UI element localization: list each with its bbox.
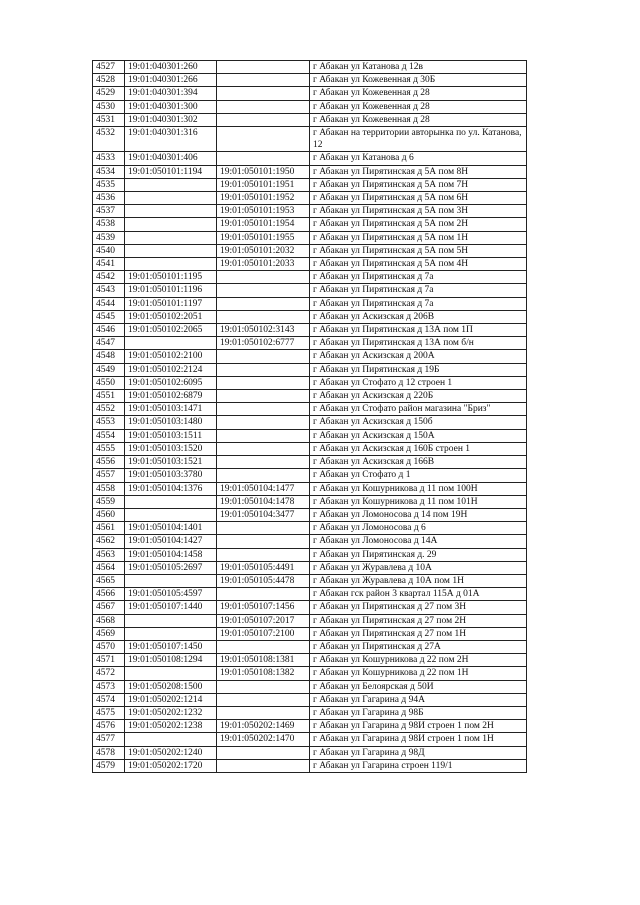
row-number-cell: 4547 — [93, 337, 125, 350]
table-row — [93, 376, 527, 389]
address-cell: г Абакан ул Пирятинская д 5А пом 4Н — [310, 258, 527, 271]
table-row — [93, 561, 527, 574]
row-number-cell: 4562 — [93, 535, 125, 548]
row-number-cell: 4550 — [93, 376, 125, 389]
row-number-cell: 4569 — [93, 627, 125, 640]
table-row — [93, 271, 527, 284]
row-number-cell: 4528 — [93, 74, 125, 87]
sub-cadastral-number-cell — [217, 152, 310, 165]
table-row — [93, 508, 527, 521]
sub-cadastral-number-cell — [217, 693, 310, 706]
table-row — [93, 284, 527, 297]
table-row — [93, 456, 527, 469]
cadastral-number-cell: 19:01:040301:300 — [125, 100, 217, 113]
sub-cadastral-number-cell: 19:01:050101:1952 — [217, 192, 310, 205]
row-number-cell: 4551 — [93, 390, 125, 403]
row-number-cell: 4573 — [93, 680, 125, 693]
address-cell: г Абакан ул Гагарина д 98И строен 1 пом 2Н — [310, 720, 527, 733]
table-row — [93, 429, 527, 442]
sub-cadastral-number-cell — [217, 376, 310, 389]
sub-cadastral-number-cell: 19:01:050202:1469 — [217, 720, 310, 733]
row-number-cell: 4578 — [93, 746, 125, 759]
address-cell: г Абакан ул Кожевенная д 28 — [310, 87, 527, 100]
row-number-cell: 4561 — [93, 522, 125, 535]
row-number-cell: 4574 — [93, 693, 125, 706]
cadastral-number-cell — [125, 231, 217, 244]
table-row — [93, 706, 527, 719]
address-cell: г Абакан ул Пирятинская д 27А — [310, 640, 527, 653]
address-cell: г Абакан ул Пирятинская д 27 пом 2Н — [310, 614, 527, 627]
sub-cadastral-number-cell — [217, 535, 310, 548]
sub-cadastral-number-cell: 19:01:050107:1456 — [217, 601, 310, 614]
row-number-cell: 4571 — [93, 654, 125, 667]
sub-cadastral-number-cell: 19:01:050105:4478 — [217, 574, 310, 587]
table-row — [93, 733, 527, 746]
address-cell: г Абакан ул Кошурникова д 22 пом 1Н — [310, 667, 527, 680]
sub-cadastral-number-cell — [217, 640, 310, 653]
table-row — [93, 297, 527, 310]
sub-cadastral-number-cell — [217, 74, 310, 87]
sub-cadastral-number-cell: 19:01:050202:1470 — [217, 733, 310, 746]
row-number-cell: 4546 — [93, 324, 125, 337]
table-row — [93, 416, 527, 429]
table-row — [93, 258, 527, 271]
address-cell: г Абакан ул Пирятинская д 13А пом б/н — [310, 337, 527, 350]
sub-cadastral-number-cell: 19:01:050108:1382 — [217, 667, 310, 680]
address-cell: г Абакан ул Кошурникова д 11 пом 100Н — [310, 482, 527, 495]
cadastral-number-cell: 19:01:050107:1440 — [125, 601, 217, 614]
cadastral-number-cell: 19:01:050202:1214 — [125, 693, 217, 706]
sub-cadastral-number-cell: 19:01:050101:2033 — [217, 258, 310, 271]
sub-cadastral-number-cell — [217, 548, 310, 561]
sub-cadastral-number-cell: 19:01:050101:1954 — [217, 218, 310, 231]
cadastral-number-cell: 19:01:050101:1196 — [125, 284, 217, 297]
cadastral-number-cell: 19:01:050105:2697 — [125, 561, 217, 574]
address-cell: г Абакан ул Пирятинская д 5А пом 2Н — [310, 218, 527, 231]
sub-cadastral-number-cell — [217, 456, 310, 469]
table-row — [93, 614, 527, 627]
cadastral-number-cell: 19:01:050202:1720 — [125, 759, 217, 772]
cadastral-number-cell: 19:01:050105:4597 — [125, 588, 217, 601]
cadastral-number-cell — [125, 258, 217, 271]
row-number-cell: 4543 — [93, 284, 125, 297]
cadastral-number-cell — [125, 495, 217, 508]
table-row — [93, 390, 527, 403]
sub-cadastral-number-cell — [217, 87, 310, 100]
sub-cadastral-number-cell: 19:01:050102:3143 — [217, 324, 310, 337]
sub-cadastral-number-cell — [217, 416, 310, 429]
table-row — [93, 535, 527, 548]
row-number-cell: 4579 — [93, 759, 125, 772]
table-row — [93, 87, 527, 100]
row-number-cell: 4545 — [93, 310, 125, 323]
address-cell: г Абакан ул Кожевенная д 28 — [310, 113, 527, 126]
row-number-cell: 4530 — [93, 100, 125, 113]
address-cell: г Абакан ул Ломоносова д 14 пом 19Н — [310, 508, 527, 521]
row-number-cell: 4532 — [93, 127, 125, 152]
address-cell: г Абакан ул Кошурникова д 22 пом 2Н — [310, 654, 527, 667]
address-cell: г Абакан ул Гагарина д 98И строен 1 пом 1Н — [310, 733, 527, 746]
address-cell: г Абакан ул Катанова д 12в — [310, 61, 527, 74]
table-row — [93, 746, 527, 759]
table-row — [93, 548, 527, 561]
sub-cadastral-number-cell — [217, 442, 310, 455]
sub-cadastral-number-cell: 19:01:050101:1955 — [217, 231, 310, 244]
sub-cadastral-number-cell — [217, 403, 310, 416]
table-row — [93, 601, 527, 614]
table-row — [93, 350, 527, 363]
row-number-cell: 4527 — [93, 61, 125, 74]
table-row — [93, 127, 527, 152]
table-row — [93, 165, 527, 178]
cadastral-number-cell: 19:01:050102:2051 — [125, 310, 217, 323]
cadastral-number-cell: 19:01:050102:2065 — [125, 324, 217, 337]
table-row — [93, 759, 527, 772]
cadastral-number-cell — [125, 205, 217, 218]
row-number-cell: 4537 — [93, 205, 125, 218]
row-number-cell: 4552 — [93, 403, 125, 416]
table-row — [93, 588, 527, 601]
cadastral-number-cell: 19:01:050102:2100 — [125, 350, 217, 363]
address-cell: г Абакан ул Ломоносова д 14А — [310, 535, 527, 548]
cadastral-number-cell: 19:01:050104:1458 — [125, 548, 217, 561]
address-cell: г Абакан ул Белоярская д 50И — [310, 680, 527, 693]
address-cell: г Абакан ул Гагарина д 98Д — [310, 746, 527, 759]
table-row — [93, 61, 527, 74]
address-cell: г Абакан ул Кожевенная д 30Б — [310, 74, 527, 87]
address-cell: г Абакан ул Гагарина д 94А — [310, 693, 527, 706]
row-number-cell: 4548 — [93, 350, 125, 363]
row-number-cell: 4563 — [93, 548, 125, 561]
table-row — [93, 667, 527, 680]
cadastral-number-cell — [125, 244, 217, 257]
row-number-cell: 4567 — [93, 601, 125, 614]
row-number-cell: 4534 — [93, 165, 125, 178]
cadastral-number-cell: 19:01:050103:1520 — [125, 442, 217, 455]
row-number-cell: 4544 — [93, 297, 125, 310]
sub-cadastral-number-cell: 19:01:050107:2017 — [217, 614, 310, 627]
sub-cadastral-number-cell — [217, 363, 310, 376]
sub-cadastral-number-cell: 19:01:050101:1950 — [217, 165, 310, 178]
table-row — [93, 693, 527, 706]
address-cell: г Абакан ул Аскизская д 160Б строен 1 — [310, 442, 527, 455]
table-row — [93, 205, 527, 218]
row-number-cell: 4577 — [93, 733, 125, 746]
sub-cadastral-number-cell — [217, 469, 310, 482]
cadastral-number-cell: 19:01:050101:1197 — [125, 297, 217, 310]
cadastral-number-cell: 19:01:050103:1471 — [125, 403, 217, 416]
address-cell: г Абакан ул Кошурникова д 11 пом 101Н — [310, 495, 527, 508]
cadastral-number-cell: 19:01:050208:1500 — [125, 680, 217, 693]
cadastral-number-cell: 19:01:050101:1194 — [125, 165, 217, 178]
row-number-cell: 4556 — [93, 456, 125, 469]
table-row — [93, 152, 527, 165]
row-number-cell: 4560 — [93, 508, 125, 521]
sub-cadastral-number-cell — [217, 350, 310, 363]
row-number-cell: 4576 — [93, 720, 125, 733]
sub-cadastral-number-cell — [217, 127, 310, 152]
sub-cadastral-number-cell — [217, 522, 310, 535]
sub-cadastral-number-cell: 19:01:050105:4491 — [217, 561, 310, 574]
address-cell: г Абакан ул Пирятинская д 5А пом 7Н — [310, 178, 527, 191]
sub-cadastral-number-cell: 19:01:050108:1381 — [217, 654, 310, 667]
cadastral-number-cell: 19:01:050102:6879 — [125, 390, 217, 403]
cadastral-number-cell: 19:01:050104:1376 — [125, 482, 217, 495]
address-cell: г Абакан ул Пирятинская д. 29 — [310, 548, 527, 561]
table-row — [93, 324, 527, 337]
address-cell: г Абакан ул Пирятинская д 5А пом 6Н — [310, 192, 527, 205]
table-row — [93, 403, 527, 416]
row-number-cell: 4566 — [93, 588, 125, 601]
row-number-cell: 4529 — [93, 87, 125, 100]
cadastral-number-cell: 19:01:050102:2124 — [125, 363, 217, 376]
address-cell: г Абакан ул Пирятинская д 5А пом 3Н — [310, 205, 527, 218]
cadastral-number-cell — [125, 337, 217, 350]
address-cell: г Абакан ул Пирятинская д 19Б — [310, 363, 527, 376]
table-row — [93, 231, 527, 244]
table-row — [93, 100, 527, 113]
cadastral-number-cell: 19:01:050104:1401 — [125, 522, 217, 535]
sub-cadastral-number-cell: 19:01:050104:3477 — [217, 508, 310, 521]
address-cell: г Абакан ул Пирятинская д 7а — [310, 284, 527, 297]
table-row — [93, 654, 527, 667]
row-number-cell: 4542 — [93, 271, 125, 284]
row-number-cell: 4568 — [93, 614, 125, 627]
address-cell: г Абакан гск район 3 квартал 115А д 01А — [310, 588, 527, 601]
row-number-cell: 4564 — [93, 561, 125, 574]
table-row — [93, 337, 527, 350]
sub-cadastral-number-cell: 19:01:050101:1951 — [217, 178, 310, 191]
address-cell: г Абакан ул Аскизская д 150б — [310, 416, 527, 429]
cadastral-number-cell: 19:01:050202:1232 — [125, 706, 217, 719]
table-row — [93, 482, 527, 495]
address-cell: г Абакан на территории авторынка по ул. Катанова, 12 — [310, 127, 527, 152]
address-cell: г Абакан ул Стофато район магазина "Бриз" — [310, 403, 527, 416]
sub-cadastral-number-cell — [217, 271, 310, 284]
row-number-cell: 4559 — [93, 495, 125, 508]
cadastral-number-cell: 19:01:050103:3780 — [125, 469, 217, 482]
table-row — [93, 310, 527, 323]
table-row — [93, 192, 527, 205]
row-number-cell: 4555 — [93, 442, 125, 455]
address-cell: г Абакан ул Пирятинская д 7а — [310, 297, 527, 310]
row-number-cell: 4536 — [93, 192, 125, 205]
table-row — [93, 178, 527, 191]
cadastral-number-cell: 19:01:040301:316 — [125, 127, 217, 152]
address-cell: г Абакан ул Аскизская д 166В — [310, 456, 527, 469]
address-cell: г Абакан ул Пирятинская д 13А пом 1П — [310, 324, 527, 337]
address-cell: г Абакан ул Пирятинская д 27 пом 3Н — [310, 601, 527, 614]
row-number-cell: 4539 — [93, 231, 125, 244]
sub-cadastral-number-cell — [217, 390, 310, 403]
cadastral-number-cell — [125, 178, 217, 191]
cadastral-number-cell: 19:01:050107:1450 — [125, 640, 217, 653]
table-row — [93, 495, 527, 508]
document-page — [92, 60, 527, 773]
table-row — [93, 640, 527, 653]
address-cell: г Абакан ул Журавлева д 10А — [310, 561, 527, 574]
cadastral-number-cell: 19:01:050103:1511 — [125, 429, 217, 442]
cadastral-table-body — [93, 61, 527, 773]
address-cell: г Абакан ул Аскизская д 200А — [310, 350, 527, 363]
row-number-cell: 4557 — [93, 469, 125, 482]
address-cell: г Абакан ул Кожевенная д 28 — [310, 100, 527, 113]
cadastral-number-cell — [125, 508, 217, 521]
row-number-cell: 4570 — [93, 640, 125, 653]
address-cell: г Абакан ул Аскизская д 206В — [310, 310, 527, 323]
cadastral-number-cell: 19:01:050102:6095 — [125, 376, 217, 389]
row-number-cell: 4558 — [93, 482, 125, 495]
sub-cadastral-number-cell — [217, 310, 310, 323]
cadastral-number-cell: 19:01:050103:1521 — [125, 456, 217, 469]
sub-cadastral-number-cell — [217, 113, 310, 126]
cadastral-number-cell: 19:01:050101:1195 — [125, 271, 217, 284]
row-number-cell: 4538 — [93, 218, 125, 231]
row-number-cell: 4533 — [93, 152, 125, 165]
address-cell: г Абакан ул Ломоносова д 6 — [310, 522, 527, 535]
table-row — [93, 720, 527, 733]
table-row — [93, 469, 527, 482]
cadastral-number-cell: 19:01:040301:406 — [125, 152, 217, 165]
cadastral-number-cell: 19:01:040301:266 — [125, 74, 217, 87]
sub-cadastral-number-cell: 19:01:050107:2100 — [217, 627, 310, 640]
cadastral-number-cell — [125, 192, 217, 205]
cadastral-number-cell: 19:01:040301:302 — [125, 113, 217, 126]
sub-cadastral-number-cell — [217, 759, 310, 772]
cadastral-number-cell: 19:01:050104:1427 — [125, 535, 217, 548]
address-cell: г Абакан ул Журавлева д 10А пом 1Н — [310, 574, 527, 587]
address-cell: г Абакан ул Пирятинская д 27 пом 1Н — [310, 627, 527, 640]
address-cell: г Абакан ул Стофато д 1 — [310, 469, 527, 482]
table-row — [93, 74, 527, 87]
table-row — [93, 627, 527, 640]
address-cell: г Абакан ул Пирятинская д 7а — [310, 271, 527, 284]
sub-cadastral-number-cell — [217, 706, 310, 719]
table-row — [93, 680, 527, 693]
row-number-cell: 4572 — [93, 667, 125, 680]
cadastral-number-cell — [125, 614, 217, 627]
sub-cadastral-number-cell — [217, 429, 310, 442]
address-cell: г Абакан ул Пирятинская д 5А пом 1Н — [310, 231, 527, 244]
table-row — [93, 244, 527, 257]
cadastral-table — [92, 60, 527, 773]
sub-cadastral-number-cell — [217, 297, 310, 310]
table-row — [93, 218, 527, 231]
cadastral-number-cell — [125, 218, 217, 231]
cadastral-number-cell — [125, 627, 217, 640]
sub-cadastral-number-cell: 19:01:050104:1478 — [217, 495, 310, 508]
address-cell: г Абакан ул Пирятинская д 5А пом 5Н — [310, 244, 527, 257]
sub-cadastral-number-cell — [217, 61, 310, 74]
address-cell: г Абакан ул Гагарина строен 119/1 — [310, 759, 527, 772]
table-row — [93, 522, 527, 535]
address-cell: г Абакан ул Аскизская д 220Б — [310, 390, 527, 403]
address-cell: г Абакан ул Пирятинская д 5А пом 8Н — [310, 165, 527, 178]
cadastral-number-cell: 19:01:040301:394 — [125, 87, 217, 100]
sub-cadastral-number-cell — [217, 680, 310, 693]
row-number-cell: 4554 — [93, 429, 125, 442]
address-cell: г Абакан ул Стофато д 12 строен 1 — [310, 376, 527, 389]
row-number-cell: 4540 — [93, 244, 125, 257]
row-number-cell: 4541 — [93, 258, 125, 271]
cadastral-number-cell: 19:01:050108:1294 — [125, 654, 217, 667]
address-cell: г Абакан ул Гагарина д 98Б — [310, 706, 527, 719]
address-cell: г Абакан ул Аскизская д 150А — [310, 429, 527, 442]
table-row — [93, 574, 527, 587]
cadastral-number-cell: 19:01:050202:1238 — [125, 720, 217, 733]
row-number-cell: 4549 — [93, 363, 125, 376]
sub-cadastral-number-cell: 19:01:050101:2032 — [217, 244, 310, 257]
cadastral-number-cell: 19:01:040301:260 — [125, 61, 217, 74]
sub-cadastral-number-cell — [217, 100, 310, 113]
row-number-cell: 4531 — [93, 113, 125, 126]
row-number-cell: 4575 — [93, 706, 125, 719]
cadastral-number-cell: 19:01:050202:1240 — [125, 746, 217, 759]
table-row — [93, 113, 527, 126]
cadastral-number-cell — [125, 733, 217, 746]
cadastral-number-cell: 19:01:050103:1480 — [125, 416, 217, 429]
sub-cadastral-number-cell — [217, 588, 310, 601]
sub-cadastral-number-cell: 19:01:050104:1477 — [217, 482, 310, 495]
row-number-cell: 4553 — [93, 416, 125, 429]
sub-cadastral-number-cell — [217, 746, 310, 759]
table-row — [93, 363, 527, 376]
sub-cadastral-number-cell: 19:01:050101:1953 — [217, 205, 310, 218]
sub-cadastral-number-cell — [217, 284, 310, 297]
row-number-cell: 4565 — [93, 574, 125, 587]
address-cell: г Абакан ул Катанова д 6 — [310, 152, 527, 165]
cadastral-number-cell — [125, 574, 217, 587]
table-row — [93, 442, 527, 455]
cadastral-number-cell — [125, 667, 217, 680]
row-number-cell: 4535 — [93, 178, 125, 191]
sub-cadastral-number-cell: 19:01:050102:6777 — [217, 337, 310, 350]
